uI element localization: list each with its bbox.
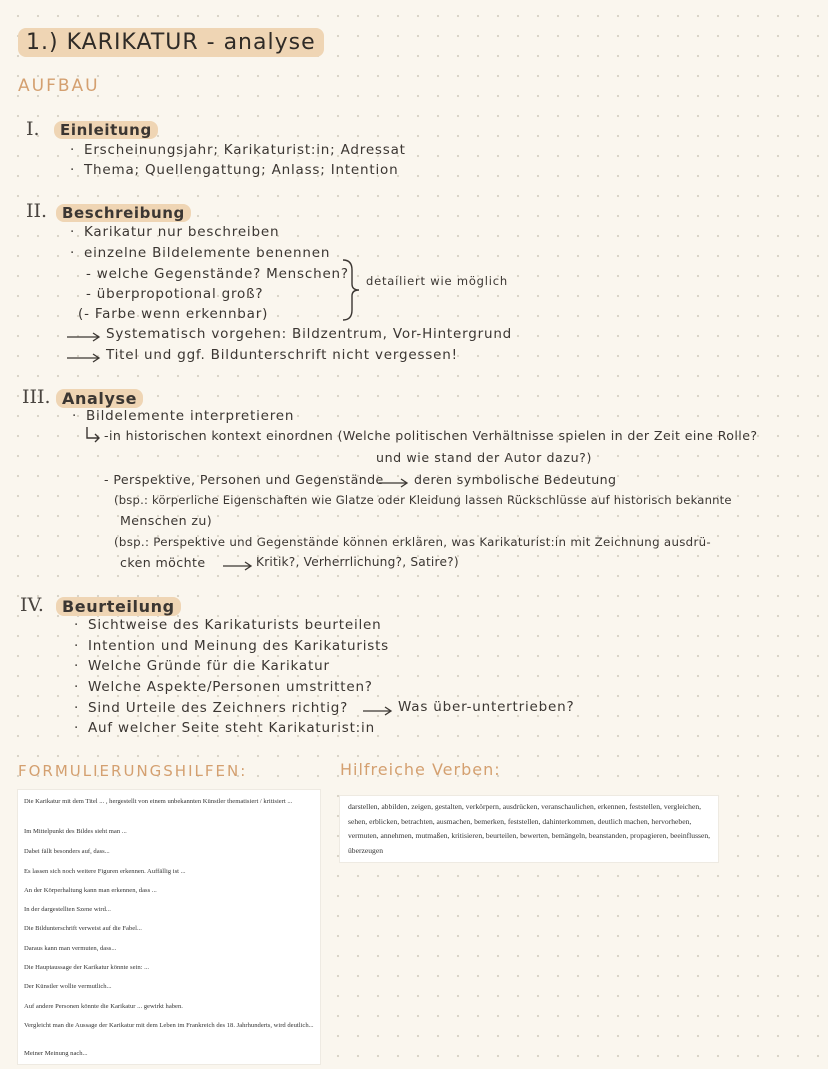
- analyse-line: Menschen zu): [120, 513, 213, 528]
- arrow-icon: [66, 332, 102, 342]
- analyse-line: und wie stand der Autor dazu?): [376, 450, 592, 465]
- phrase-item: Die Hauptaussage der Karikatur könnte sein: ...: [24, 964, 150, 971]
- hook-arrow-icon: [84, 426, 104, 444]
- sub-item: (- Farbe wenn erkennbar): [78, 306, 269, 322]
- analyse-line: cken möchte: [120, 555, 206, 570]
- verben-text: darstellen, abbilden, zeigen, gestalten, verkörpern, ausdrücken, veranschaulichen, erkennen, feststellen, vergleichen, sehen, erblicken, betrachten, ausmachen, bemerken, feststellen, dahinterkommen, deutlich machen, hervorheben, vermuten, annehmen, mutmaßen, kritisieren, beurteilen, bewerten, bemängeln, beanstanden, propagieren, beeinflussen, überzeugen: [348, 802, 711, 855]
- arrow-icon: [222, 561, 254, 571]
- brace-icon: [340, 258, 362, 322]
- phrase-item: Die Bildunterschrift verweist auf die Fabel...: [24, 925, 142, 932]
- brace-note: detailiert wie möglich: [366, 274, 508, 288]
- page-title: 1.) KARIKATUR - analyse: [18, 30, 324, 55]
- heading-einleitung: Einleitung: [54, 121, 158, 139]
- list-item: · einzelne Bildelemente benennen: [84, 245, 330, 261]
- analyse-line: deren symbolische Bedeutung: [414, 472, 617, 487]
- phrase-item: Meiner Meinung nach...: [24, 1050, 88, 1057]
- phrase-item: An der Körperhaltung kann man erkennen, dass ...: [24, 887, 157, 894]
- verben-card: [340, 796, 718, 862]
- phrase-item: Im Mittelpunkt des Bildes sieht man ...: [24, 828, 127, 835]
- phrase-item: Der Künstler wollte vermutlich...: [24, 983, 112, 990]
- list-item: · Thema; Quellengattung; Anlass; Intention: [84, 162, 398, 178]
- list-item: · Auf welcher Seite steht Karikaturist:in: [88, 720, 375, 736]
- arrow-icon: [362, 706, 394, 716]
- formulierungshilfen-heading: FORMULIERUNGSHILFEN:: [18, 762, 248, 780]
- phrase-item: Es lassen sich noch weitere Figuren erkennen. Auffällig ist ...: [24, 868, 186, 875]
- sub-item: - welche Gegenstände? Menschen?: [86, 266, 349, 282]
- list-item: · Bildelemente interpretieren: [86, 408, 294, 424]
- arrow-note: Titel und ggf. Bildunterschrift nicht vergessen!: [106, 347, 458, 363]
- arrow-icon: [378, 478, 410, 488]
- numeral-einleitung: I.: [26, 118, 40, 140]
- list-item: · Karikatur nur beschreiben: [84, 224, 279, 240]
- sub-item: - überpropotional groß?: [86, 286, 264, 302]
- phrase-item: Auf andere Personen könnte die Karikatur ... gewirkt haben.: [24, 1003, 183, 1010]
- subtitle: AUFBAU: [18, 76, 100, 96]
- numeral-beschreibung: II.: [26, 200, 48, 222]
- analyse-line: (bsp.: Perspektive und Gegenstände können erklären, was Karikaturist:in mit Zeichnung ausdrü-: [114, 535, 711, 549]
- heading-beschreibung: Beschreibung: [56, 204, 191, 222]
- analyse-line: -in historischen kontext einordnen (Welche politischen Verhältnisse spielen in der Zeit eine Rolle?: [104, 428, 758, 443]
- analyse-line: (bsp.: körperliche Eigenschaften wie Glatze oder Kleidung lassen Rückschlüsse auf historisch bekannte: [114, 493, 732, 507]
- heading-beurteilung: Beurteilung: [56, 597, 181, 616]
- heading-analyse: Analyse: [56, 389, 143, 408]
- phrase-item: Dabei fällt besonders auf, dass...: [24, 848, 110, 855]
- list-item: · Erscheinungsjahr; Karikaturist:in; Adressat: [84, 142, 406, 158]
- phrase-item: Daraus kann man vermuten, dass...: [24, 945, 117, 952]
- numeral-beurteilung: IV.: [20, 594, 44, 616]
- verben-heading: Hilfreiche Verben:: [340, 760, 501, 779]
- phrase-item: Vergleicht man die Aussage der Karikatur mit dem Leben im Frankreich des 18. Jahrhunderts, wird deutlich...: [24, 1022, 314, 1029]
- analyse-line: Kritik?, Verherrlichung?, Satire?): [256, 555, 459, 569]
- formulierungshilfen-card: [18, 790, 320, 1064]
- arrow-note: Was über-untertrieben?: [398, 699, 575, 715]
- list-item: · Welche Gründe für die Karikatur: [88, 658, 330, 674]
- arrow-icon: [66, 353, 102, 363]
- list-item: · Intention und Meinung des Karikaturists: [88, 638, 389, 654]
- phrase-item: Die Karikatur mit dem Titel ... , hergestellt von einem unbekannten Künstler thematisiert / kritisiert ...: [24, 798, 293, 805]
- numeral-analyse: III.: [22, 386, 51, 408]
- phrase-item: In der dargestellten Szene wird...: [24, 906, 111, 913]
- arrow-note: Systematisch vorgehen: Bildzentrum, Vor-Hintergrund: [106, 326, 513, 342]
- list-item: · Welche Aspekte/Personen umstritten?: [88, 679, 373, 695]
- analyse-line: - Perspektive, Personen und Gegenstände: [104, 472, 384, 487]
- list-item: · Sichtweise des Karikaturists beurteilen: [88, 617, 382, 633]
- list-item: · Sind Urteile des Zeichners richtig?: [88, 700, 348, 716]
